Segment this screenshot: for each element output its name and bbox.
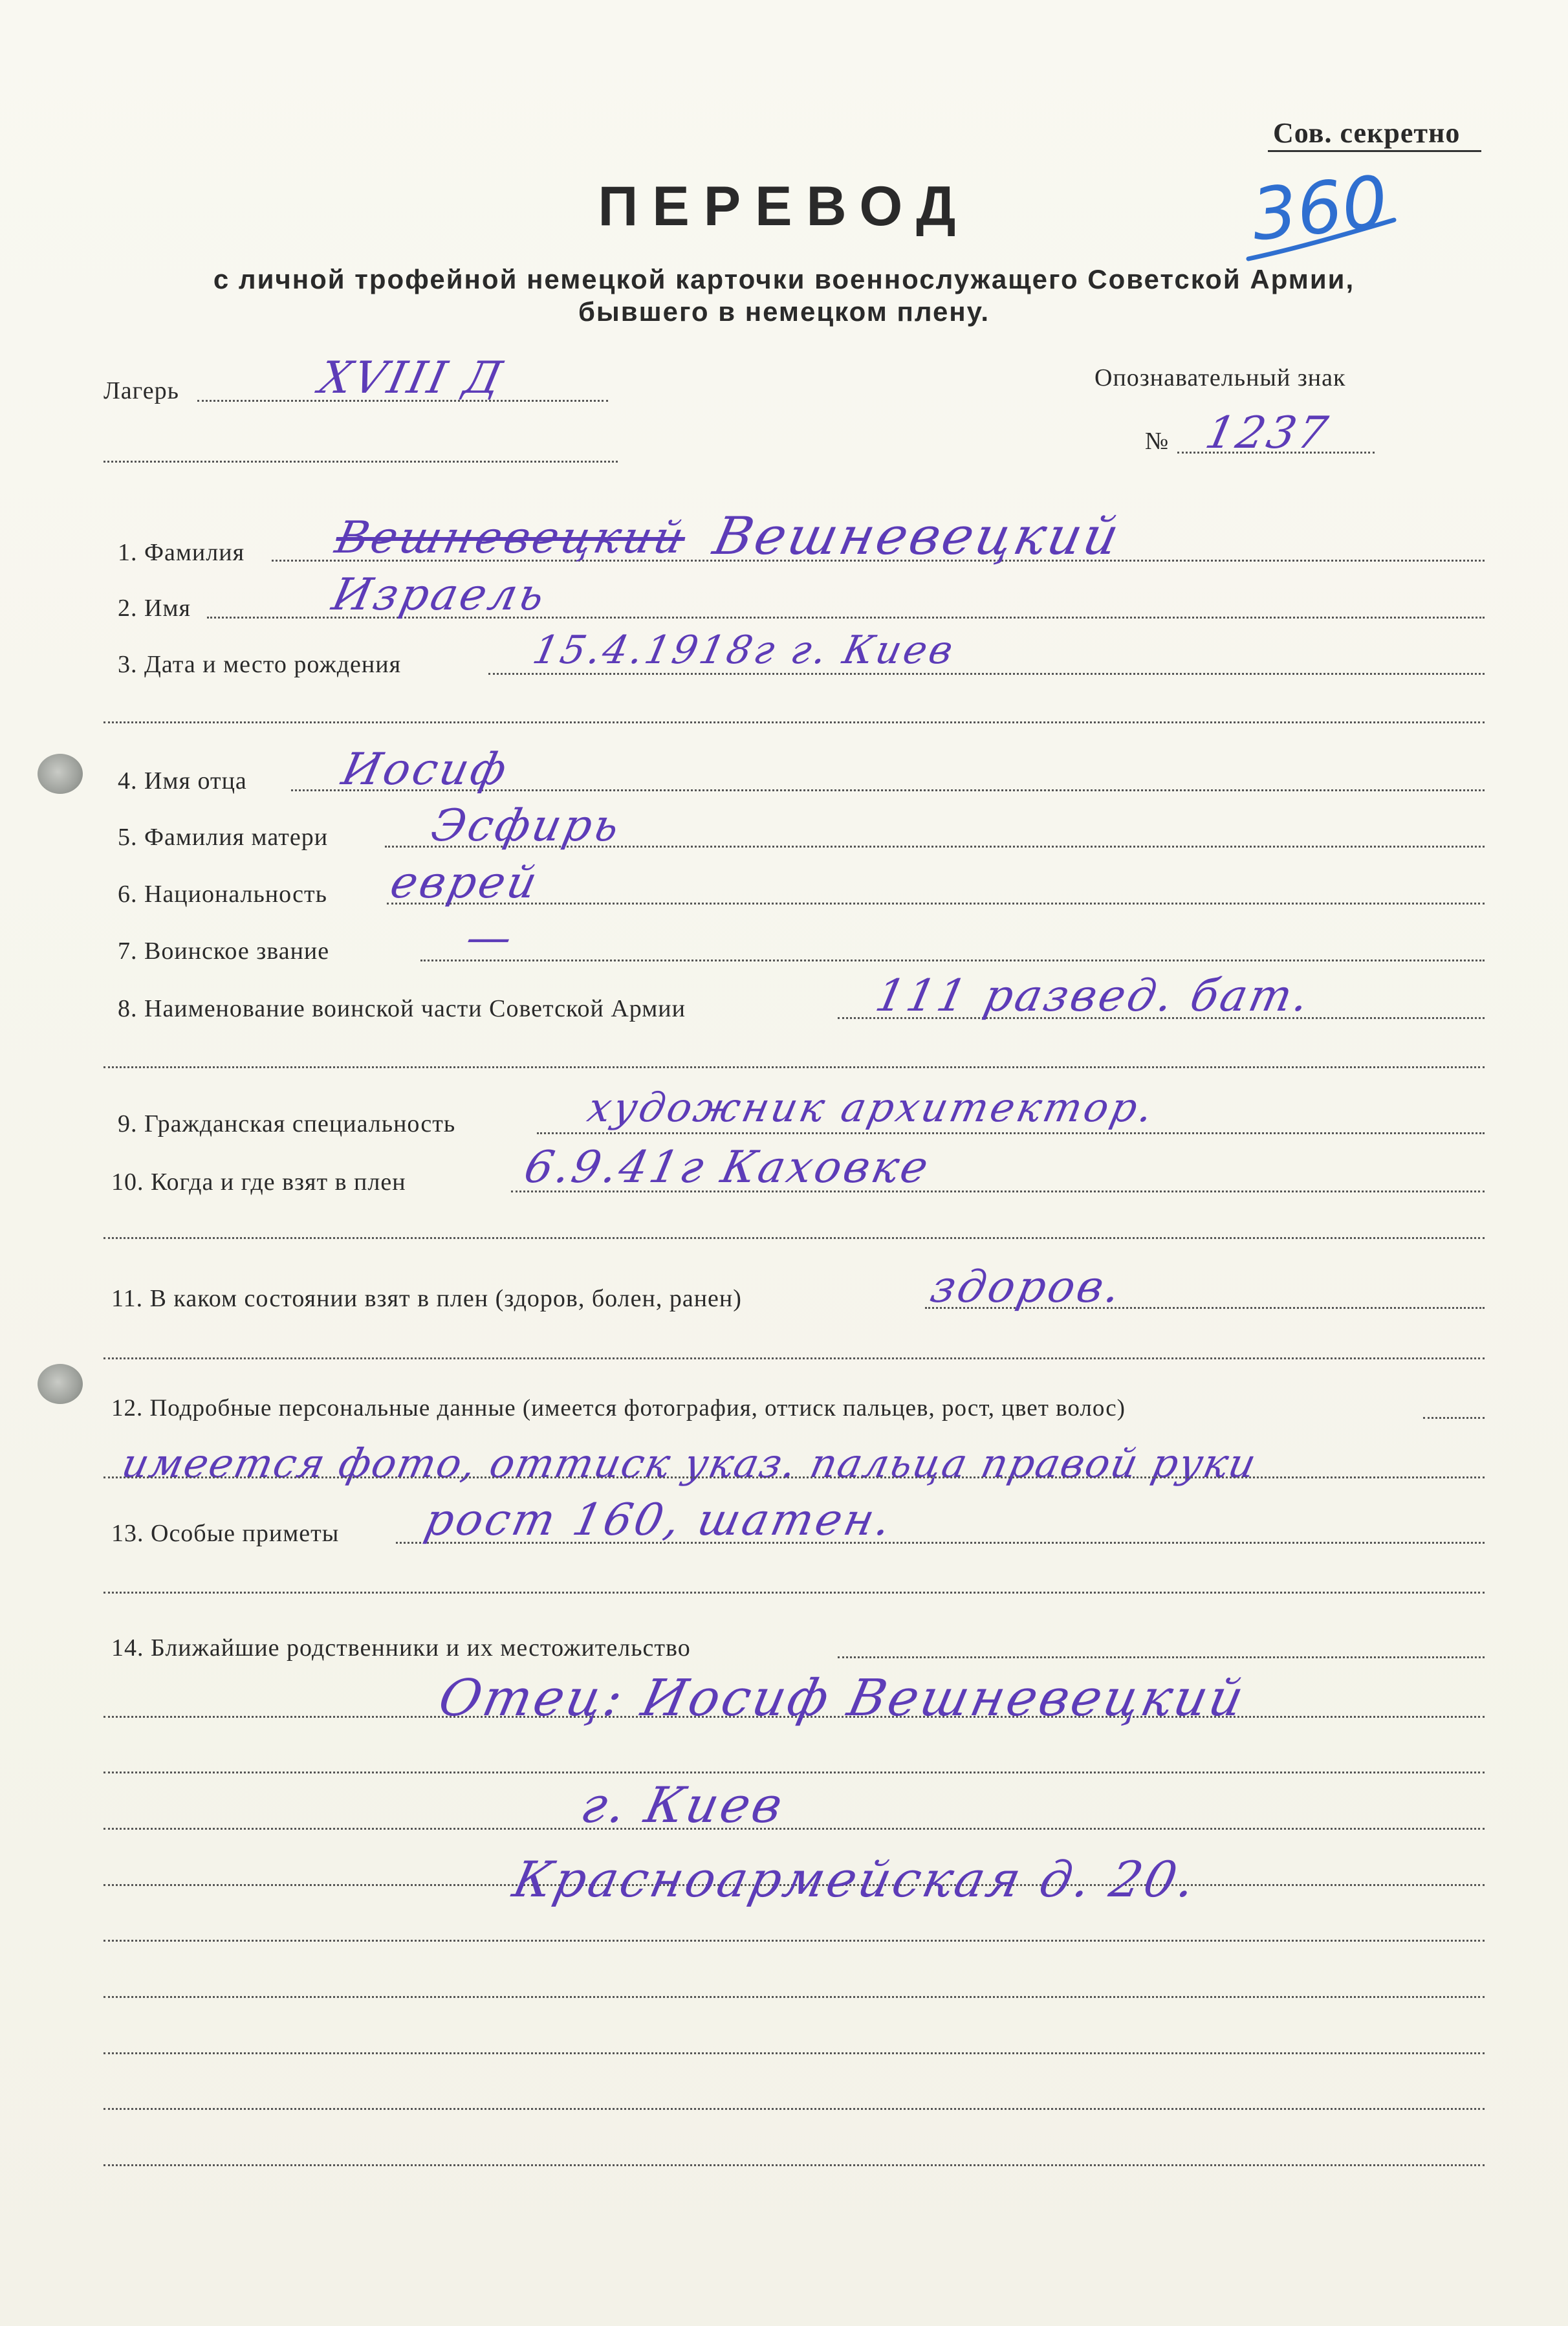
field-1-label: 1. Фамилия [118, 539, 245, 566]
field-14-relative: Отец: Иосиф Вешневецкий [433, 1669, 1251, 1728]
archive-number: 360 [1247, 160, 1392, 257]
field-14-city: г. Киев [576, 1776, 790, 1834]
field-12-line [1423, 1417, 1485, 1419]
field-9-label: 9. Гражданская специальность [118, 1110, 456, 1137]
field-8-line-2 [103, 1066, 1485, 1068]
field-14-line-4 [103, 1828, 1485, 1830]
classification-stamp: Сов. секретно [1273, 117, 1461, 149]
field-6-value: еврей [386, 857, 544, 908]
field-3-line-2 [103, 721, 1485, 723]
punch-hole-lower [38, 1364, 83, 1404]
punch-hole-upper [38, 754, 83, 794]
field-12-value: имеется фото, оттиск указ. пальца правой руки [118, 1440, 1261, 1487]
field-14-line-7 [103, 1996, 1485, 1998]
field-11-label: 11. В каком состоянии взят в плен (здоров, болен, ранен) [111, 1285, 742, 1312]
field-9-value: художник архитектор. [583, 1084, 1160, 1131]
field-8-value: 111 развед. бат. [871, 971, 1316, 1022]
field-3-label: 3. Дата и место рождения [118, 651, 402, 678]
field-2-label: 2. Имя [118, 595, 191, 622]
field-7-label: 7. Воинское звание [118, 938, 330, 965]
classification-underline [1268, 150, 1481, 152]
field-10-line-2 [103, 1237, 1485, 1239]
field-13-line-2 [103, 1592, 1485, 1594]
field-14-line-3 [103, 1772, 1485, 1773]
field-1-struck-value: Вешневецкий [331, 512, 691, 564]
field-3-value: 15.4.1918г г. Киев [528, 628, 960, 673]
field-14-line-6 [103, 1940, 1485, 1942]
field-14-line-9 [103, 2108, 1485, 2110]
field-5-label: 5. Фамилия матери [118, 824, 329, 851]
id-tag-number: 1237 [1201, 408, 1334, 459]
field-11-line-2 [103, 1357, 1485, 1359]
field-10-label: 10. Когда и где взят в плен [111, 1168, 406, 1196]
field-3-line [488, 673, 1485, 675]
camp-line-2 [103, 461, 618, 463]
field-11-value: здоров. [926, 1262, 1128, 1313]
field-5-value: Эсфирь [426, 800, 627, 851]
field-2-value: Израель [327, 569, 552, 620]
document-subtitle-2: бывшего в немецком плену. [578, 296, 990, 327]
field-14-line [838, 1656, 1485, 1658]
field-7-line [420, 960, 1485, 961]
field-4-value: Иосиф [337, 744, 514, 795]
document-subtitle-1: с личной трофейной немецкой карточки военнослужащего Советской Армии, [213, 264, 1355, 294]
document-title: ПЕРЕВОД [598, 175, 970, 237]
field-1-value: Вешневецкий [708, 506, 1127, 566]
camp-label: Лагерь [103, 377, 179, 404]
field-13-label: 13. Особые приметы [111, 1520, 340, 1547]
field-6-line [387, 903, 1485, 905]
field-14-line-8 [103, 2052, 1485, 2054]
id-tag-number-label: № [1145, 428, 1170, 455]
field-10-value: 6.9.41г Каховке [519, 1142, 935, 1193]
id-tag-label: Опознавательный знак [1094, 364, 1346, 391]
field-14-label: 14. Ближайшие родственники и их местожительство [111, 1634, 691, 1662]
field-13-value: рост 160, шатен. [420, 1495, 898, 1546]
field-4-label: 4. Имя отца [118, 767, 247, 795]
field-14-street: Красноармейская д. 20. [508, 1850, 1203, 1908]
field-12-line-2 [103, 1476, 1485, 1478]
field-14-line-10 [103, 2164, 1485, 2166]
field-12-label: 12. Подробные персональные данные (имеется фотография, оттиск пальцев, рост, цвет волос) [111, 1395, 1126, 1421]
camp-value: XVIII Д [314, 353, 509, 404]
field-8-label: 8. Наименование воинской части Советской Армии [118, 995, 686, 1022]
field-6-label: 6. Национальность [118, 881, 327, 908]
field-7-value: — [461, 912, 519, 963]
field-9-line [537, 1132, 1485, 1134]
